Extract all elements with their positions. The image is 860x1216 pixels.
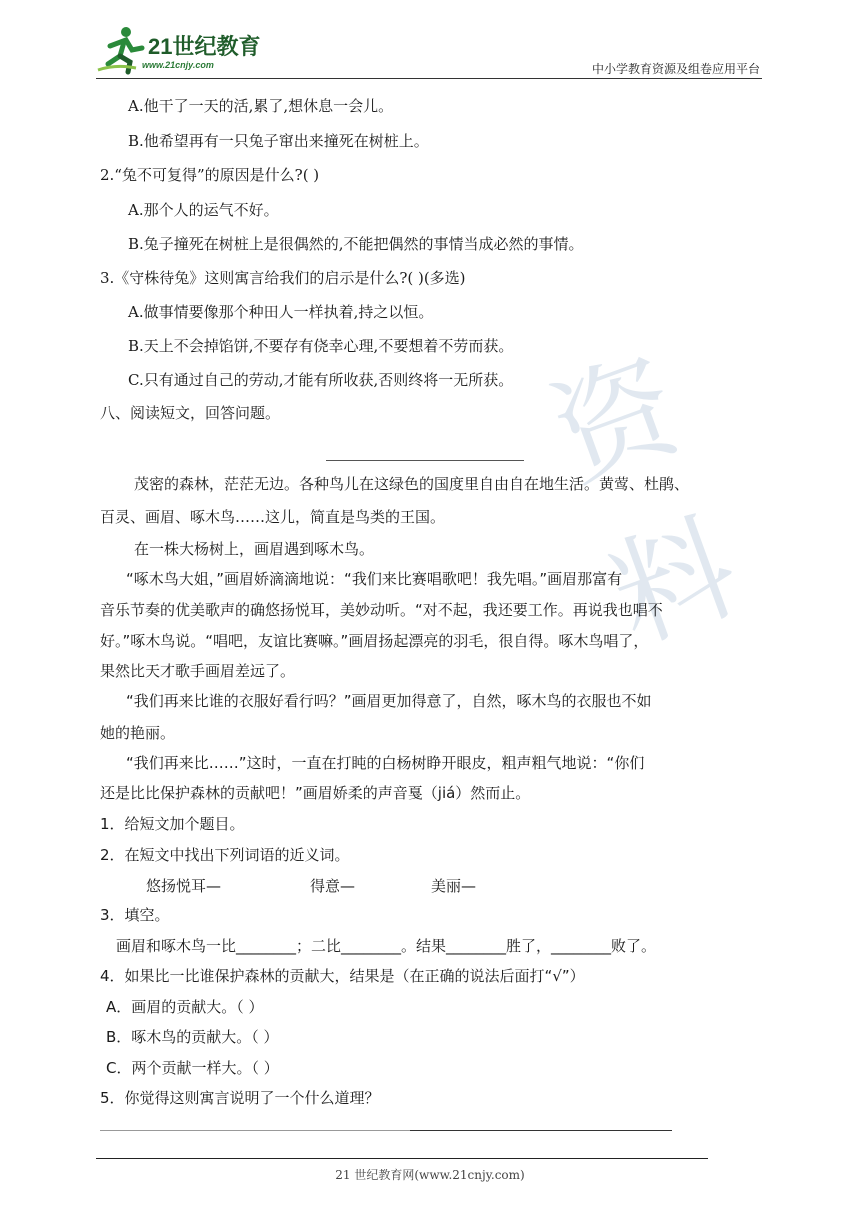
passage-line: 百灵、画眉、啄木鸟……这儿，简直是鸟类的王国。 bbox=[100, 508, 446, 526]
title-blank-line bbox=[326, 460, 524, 461]
option-line: B.天上不会掉馅饼,不要存有侥幸心理,不要想着不劳而获。 bbox=[128, 337, 514, 355]
choice-option: B．啄木鸟的贡献大。（ ） bbox=[106, 1028, 279, 1046]
site-logo bbox=[96, 24, 266, 76]
synonym-word: 美丽— bbox=[431, 877, 477, 895]
option-line: B.兔子撞死在树桩上是很偶然的,不能把偶然的事情当成必然的事情。 bbox=[128, 235, 584, 253]
option-line: A.那个人的运气不好。 bbox=[128, 201, 279, 219]
watermark-text: 资料 bbox=[535, 335, 755, 669]
answer-line bbox=[410, 1130, 672, 1131]
logo-url: www.21cnjy.com bbox=[142, 60, 214, 70]
question-5: 5．你觉得这则寓言说明了一个什么道理？ bbox=[100, 1089, 380, 1107]
choice-option: A．画眉的贡献大。（ ） bbox=[106, 998, 264, 1016]
passage-line: 音乐节奏的优美歌声的确悠扬悦耳，美妙动听。“对不起，我还要工作。再说我也唱不 bbox=[100, 601, 663, 619]
runner-logo-icon bbox=[96, 24, 148, 76]
option-line: B.他希望再有一只兔子窜出来撞死在树桩上。 bbox=[128, 132, 429, 150]
passage-line: 茂密的森林，茫茫无边。各种鸟儿在这绿色的国度里自由自在地生活。黄莺、杜鹃、 bbox=[134, 475, 690, 493]
passage-line: 在一株大杨树上，画眉遇到啄木鸟。 bbox=[134, 540, 375, 558]
passage-line: “我们再来比……”这时，一直在打盹的白杨树睁开眼皮，粗声粗气地说：“你们 bbox=[126, 754, 645, 772]
question-4: 4．如果比一比谁保护森林的贡献大，结果是（在正确的说法后面打“√”） bbox=[100, 967, 585, 985]
option-line: A.做事情要像那个种田人一样执着,持之以恒。 bbox=[128, 303, 434, 321]
question-1: 1．给短文加个题目。 bbox=[100, 815, 245, 833]
passage-line: “啄木鸟大姐，”画眉娇滴滴地说：“我们来比赛唱歌吧！我先唱。”画眉那富有 bbox=[126, 570, 623, 588]
passage-line: 她的艳丽。 bbox=[100, 724, 176, 742]
platform-name: 中小学教育资源及组卷应用平台 bbox=[591, 62, 760, 76]
question-line: 2.“兔不可复得”的原因是什么?( ) bbox=[100, 166, 320, 184]
question-line: 3.《守株待兔》这则寓言给我们的启示是什么?( )(多选) bbox=[100, 269, 466, 287]
option-line: C.只有通过自己的劳动,才能有所收获,否则终将一无所获。 bbox=[128, 371, 514, 389]
passage-line: 好。”啄木鸟说。“唱吧，友谊比赛嘛。”画眉扬起漂亮的羽毛，很自得。啄木鸟唱了， bbox=[100, 632, 649, 650]
option-line: A.他干了一天的活,累了,想休息一会儿。 bbox=[128, 97, 394, 115]
question-3: 3．填空。 bbox=[100, 906, 170, 924]
watermark bbox=[535, 300, 760, 669]
fill-blank-line: 画眉和啄木鸟一比________；二比________。结果________胜了，________败了。 bbox=[116, 937, 657, 955]
footer-rule bbox=[96, 1158, 708, 1159]
logo-text: 21世纪教育 bbox=[148, 34, 261, 59]
passage-line: “我们再来比谁的衣服好看行吗？”画眉更加得意了，自然，啄木鸟的衣服也不如 bbox=[126, 692, 652, 710]
choice-option: C．两个贡献一样大。（ ） bbox=[106, 1059, 279, 1077]
passage-line: 果然比天才歌手画眉差远了。 bbox=[100, 662, 296, 680]
synonym-word: 得意— bbox=[310, 877, 356, 895]
page-header bbox=[96, 22, 762, 79]
answer-line bbox=[100, 1130, 410, 1131]
question-2: 2．在短文中找出下列词语的近义词。 bbox=[100, 846, 350, 864]
section-heading: 八、阅读短文，回答问题。 bbox=[100, 404, 281, 422]
page-footer: 21 世纪教育网(www.21cnjy.com) bbox=[335, 1168, 525, 1182]
passage-line: 还是比比保护森林的贡献吧！”画眉娇柔的声音戛（jiá）然而止。 bbox=[100, 784, 531, 802]
synonym-word: 悠扬悦耳— bbox=[146, 877, 222, 895]
